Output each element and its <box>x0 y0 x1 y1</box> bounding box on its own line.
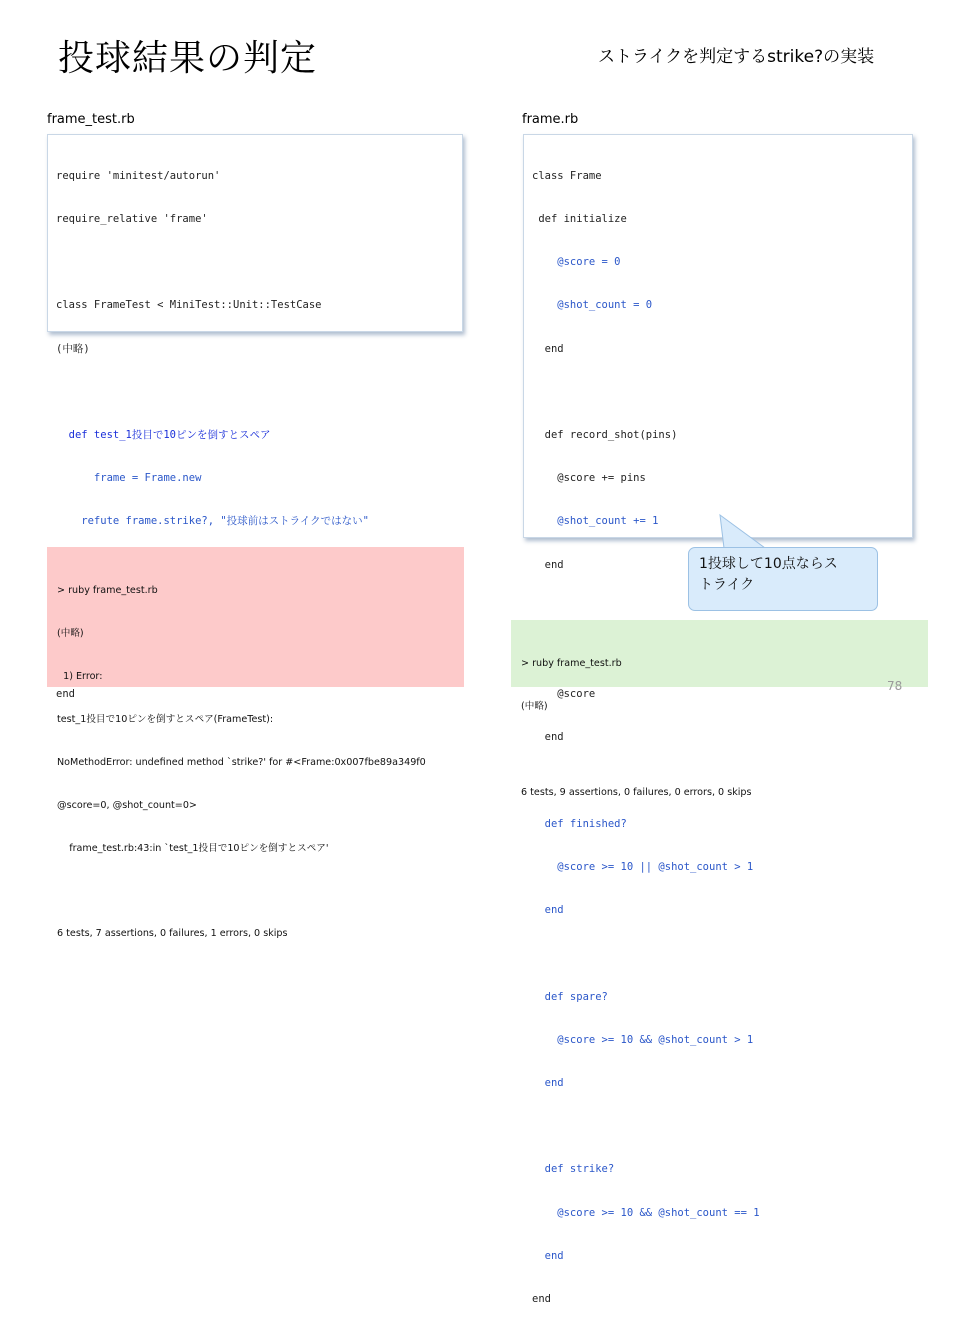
code-line <box>56 385 454 399</box>
callout-bubble <box>688 547 878 611</box>
callout-text-line: 1投球して10点ならス <box>699 556 838 572</box>
page-number: 78 <box>887 679 903 693</box>
code-line-highlight: def spare? <box>532 990 608 1003</box>
code-line: end <box>532 731 564 744</box>
code-line-highlight: @score >= 10 || @shot_count > 1 <box>532 861 754 874</box>
code-line-highlight: end <box>532 904 564 917</box>
console-line: 1) Error: <box>57 670 103 682</box>
console-line: > ruby frame_test.rb <box>521 657 622 669</box>
console-line: NoMethodError: undefined method `strike?' for #<Frame:0x007fbe89a349f0 <box>57 756 426 768</box>
code-line: end <box>532 558 564 571</box>
callout-pointer <box>716 515 766 549</box>
slide-subtitle: ストライクを判定するstrike?の実装 <box>598 47 875 67</box>
console-line: (中略) <box>57 627 84 639</box>
console-line <box>521 743 918 757</box>
console-line: (中略) <box>521 700 548 712</box>
code-line <box>532 946 904 960</box>
code-line-highlight: @score = 0 <box>532 256 621 269</box>
console-summary: 6 tests, 7 assertions, 0 failures, 1 errors, 0 skips <box>57 928 288 940</box>
code-line <box>56 255 454 269</box>
code-line-highlight: @shot_count += 1 <box>532 515 659 528</box>
code-line: def initialize <box>532 213 627 226</box>
code-line: @score += pins <box>532 472 646 485</box>
code-line: class Frame <box>532 169 602 182</box>
console-line <box>57 884 454 898</box>
console-line: test_1投目で10ピンを倒すとスペア(FrameTest): <box>57 713 274 725</box>
code-line-highlight: def finished? <box>532 817 627 830</box>
code-line-highlight: @score >= 10 && @shot_count == 1 <box>532 1206 760 1219</box>
code-line-highlight: end <box>532 1249 564 1262</box>
code-line: class FrameTest < MiniTest::Unit::TestCase <box>56 299 322 312</box>
callout-text-line: トライク <box>699 577 755 593</box>
console-line: frame_test.rb:43:in `test_1投目で10ピンを倒すとスペア' <box>57 842 329 854</box>
code-line-highlight: @score >= 10 && @shot_count > 1 <box>532 1033 754 1046</box>
source-file-label: frame.rb <box>522 112 579 127</box>
code-line-highlight: def test_1投目で10ピンを倒すとスペア <box>56 429 271 442</box>
code-line: end <box>532 342 564 355</box>
code-line-highlight: end <box>532 1077 564 1090</box>
code-line: @score <box>532 688 596 701</box>
console-summary: 6 tests, 9 assertions, 0 failures, 0 errors, 0 skips <box>521 786 752 798</box>
code-line-highlight: @shot_count = 0 <box>532 299 653 312</box>
code-line: require_relative 'frame' <box>56 213 208 226</box>
code-line-highlight: def strike? <box>532 1163 615 1176</box>
code-line: def record_shot(pins) <box>532 429 678 442</box>
code-line-highlight: frame = Frame.new <box>56 472 202 485</box>
code-line-highlight: refute frame.strike?, "投球前はストライクではない" <box>56 515 369 528</box>
code-line: require 'minitest/autorun' <box>56 169 221 182</box>
code-line: end <box>56 688 75 701</box>
code-line: end <box>532 1293 551 1306</box>
console-line: @score=0, @shot_count=0> <box>57 799 197 811</box>
slide-title: 投球結果の判定 <box>58 38 318 79</box>
code-line <box>532 385 904 399</box>
test-file-label: frame_test.rb <box>47 112 135 127</box>
code-line <box>532 1119 904 1133</box>
code-line: (中略) <box>56 342 90 355</box>
console-line: > ruby frame_test.rb <box>57 584 158 596</box>
